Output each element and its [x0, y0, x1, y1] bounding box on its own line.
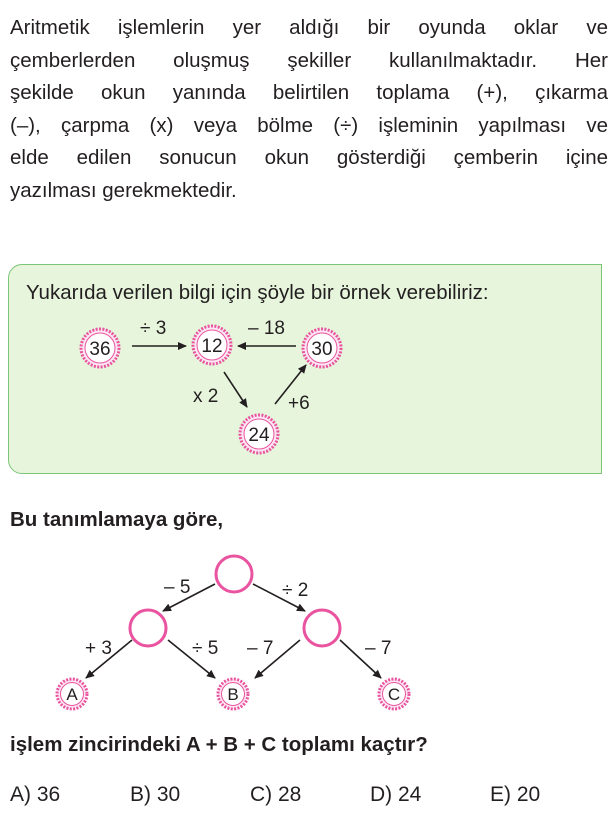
- choice-e[interactable]: E) 20: [490, 783, 541, 806]
- diagram-op-label: ÷ 2: [282, 580, 309, 601]
- diagram-op-label: ÷ 5: [192, 638, 219, 659]
- example-node-value: 36: [89, 339, 111, 360]
- example-arrow: [224, 372, 247, 407]
- choice-b[interactable]: B) 30: [130, 783, 181, 806]
- intro-line: şekilde okun yanında belirtilen toplama (+), çıkarma: [10, 81, 608, 105]
- choice-a[interactable]: A) 36: [10, 783, 61, 806]
- diagram-op-label: – 7: [365, 638, 392, 659]
- intro-line: çemberlerden oluşmuş şekiller kullanılmaktadır. Her: [10, 48, 608, 72]
- example-op-label: +6: [288, 393, 310, 414]
- example-node: [81, 329, 119, 367]
- example-node: [193, 326, 231, 364]
- example-op-label: x 2: [193, 386, 219, 407]
- diagram-node-right: [304, 610, 340, 646]
- example-node: [303, 329, 341, 367]
- diagram-node-top: [216, 556, 252, 592]
- intro-line: Aritmetik işlemlerin yer aldığı bir oyunda oklar ve: [10, 16, 608, 39]
- example-op-label: ÷ 3: [140, 318, 167, 339]
- intro-line: yazılması gerekmektedir.: [10, 178, 237, 202]
- question-text: işlem zincirindeki A + B + C toplamı kaçtır?: [10, 733, 428, 756]
- choice-d[interactable]: D) 24: [370, 783, 422, 806]
- section-heading: Bu tanımlamaya göre,: [10, 508, 224, 531]
- example-node-value: 12: [201, 336, 223, 357]
- diagram-op-label: + 3: [85, 638, 112, 659]
- diagram-op-label: – 5: [164, 577, 191, 598]
- example-node: [240, 415, 278, 453]
- diagram-op-label: – 7: [247, 638, 274, 659]
- leaf-label: B: [227, 685, 239, 704]
- diagram-node-left: [130, 610, 166, 646]
- leaf-label: C: [387, 685, 401, 704]
- intro-line: elde edilen sonucun okun gösterdiği çemberin içine: [10, 146, 608, 170]
- example-text: Yukarıda verilen bilgi için şöyle bir örnek verebiliriz:: [26, 281, 489, 304]
- diagram-leaf-c: [379, 679, 409, 709]
- diagram-leaf-a: [57, 679, 87, 709]
- leaf-label: A: [66, 685, 78, 704]
- example-op-label: – 18: [248, 318, 285, 339]
- intro-line: (–), çarpma (x) veya bölme (÷) işleminin yapılması ve: [10, 113, 608, 137]
- example-node-value: 24: [248, 425, 270, 446]
- choice-c[interactable]: C) 28: [250, 783, 302, 806]
- example-node-value: 30: [311, 339, 333, 360]
- diagram-leaf-b: [218, 679, 248, 709]
